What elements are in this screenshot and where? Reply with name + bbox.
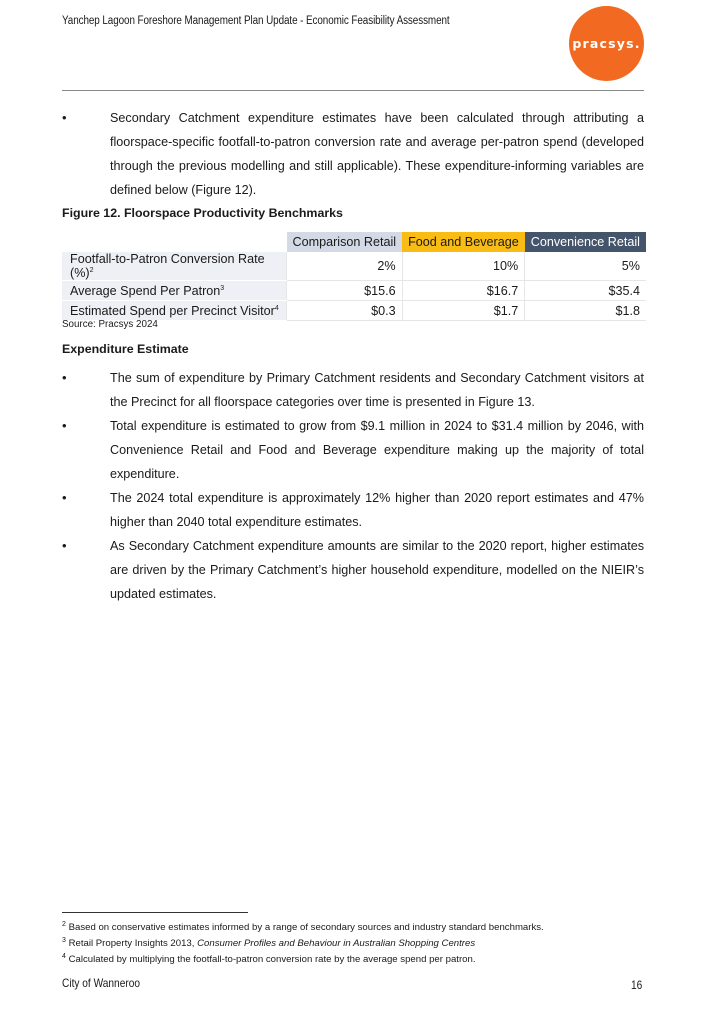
row-label (62, 301, 287, 321)
bullet-icon: • (62, 538, 67, 553)
column-header-convenience: Convenience Retail (525, 232, 646, 252)
bullet-text: As Secondary Catchment expenditure amounts are similar to the 2020 report, higher estimates are driven by the Primary Catchment’s higher household expenditure, modelled on the NIEIR’s updated estimates. (110, 539, 644, 601)
column-header-food-beverage: Food and Beverage (402, 232, 525, 252)
footnote-text: Calculated by multiplying the footfall-to-patron conversion rate by the average spend per patron. (68, 954, 476, 966)
pracsys-logo (569, 6, 644, 81)
footnote-number: 3 (62, 937, 66, 945)
table-row (62, 281, 646, 301)
footnote-ref: 2 (89, 266, 94, 274)
footnote-italic-title: Consumer Profiles and Behaviour in Australian Shopping Centres (197, 938, 476, 950)
bullet-icon: • (62, 110, 67, 125)
row-label-text: Average Spend Per Patron (70, 283, 221, 298)
column-header-comparison: Comparison Retail (287, 232, 403, 252)
footnote-ref: 4 (274, 304, 279, 312)
list-item (62, 366, 644, 414)
list-item (62, 486, 644, 534)
benchmarks-table (62, 232, 646, 321)
list-item (62, 106, 644, 202)
row-label (62, 281, 287, 301)
footnote-text: Based on conservative estimates informed by a range of secondary sources and industry standard benchmarks. (68, 922, 544, 934)
cell-value: 2% (287, 252, 403, 281)
figure-caption: Figure 12. Floorspace Productivity Benchmarks (62, 206, 343, 220)
bullet-icon: • (62, 418, 67, 433)
logo-text: pracsys. (572, 36, 641, 51)
footnote (62, 950, 544, 966)
footnotes (62, 918, 544, 967)
expenditure-bullet-list (62, 366, 644, 606)
bullet-text: The sum of expenditure by Primary Catchment residents and Secondary Catchment visitors at the Precinct for all floorspace categories over time is presented in Figure 13. (110, 371, 644, 409)
footnote (62, 918, 544, 934)
section-heading: Expenditure Estimate (62, 342, 189, 356)
footnote-number: 4 (62, 953, 66, 961)
cell-value: $16.7 (402, 281, 525, 301)
footnote-text: Retail Property Insights 2013, (68, 938, 198, 950)
header-blank-cell (62, 232, 287, 252)
cell-value: $15.6 (287, 281, 403, 301)
bullet-text: Total expenditure is estimated to grow from $9.1 million in 2024 to $31.4 million by 2046, with Convenience Retail and Food and Beverage expenditure making up the majority of total expenditure. (110, 419, 644, 481)
cell-value: $0.3 (287, 301, 403, 321)
row-label-text: Estimated Spend per Precinct Visitor (70, 303, 275, 318)
cell-value: $35.4 (525, 281, 646, 301)
table-row (62, 301, 646, 321)
row-label-text: Footfall-to-Patron Conversion Rate (%) (70, 252, 265, 280)
bullet-icon: • (62, 490, 67, 505)
cell-value: $1.8 (525, 301, 646, 321)
table-header-row (62, 232, 646, 252)
intro-bullet-list (62, 106, 644, 202)
bullet-text: Secondary Catchment expenditure estimates have been calculated through attributing a floorspace-specific footfall-to-patron conversion rate and average per-patron spend (developed through the previous modelling and still applicable). These expenditure-informing variables are defined below (Figure 12). (110, 111, 644, 197)
cell-value: 5% (525, 252, 646, 281)
document-header-title: Yanchep Lagoon Foreshore Management Plan Update - Economic Feasibility Assessment (62, 15, 450, 27)
footnote-ref: 3 (220, 284, 225, 292)
figure-source: Source: Pracsys 2024 (62, 319, 158, 330)
bullet-text: The 2024 total expenditure is approximately 12% higher than 2020 report estimates and 47% higher than 2040 total expenditure estimates. (110, 491, 644, 529)
row-label (62, 252, 287, 281)
bullet-icon: • (62, 370, 67, 385)
cell-value: 10% (402, 252, 525, 281)
footnote-divider (62, 912, 248, 913)
list-item (62, 414, 644, 486)
table-row (62, 252, 646, 281)
cell-value: $1.7 (402, 301, 525, 321)
page-number: 16 (631, 978, 643, 992)
footer-organisation: City of Wanneroo (62, 976, 141, 990)
list-item (62, 534, 644, 606)
footnote (62, 934, 544, 950)
footnote-number: 2 (62, 921, 66, 928)
header-divider (62, 90, 644, 91)
